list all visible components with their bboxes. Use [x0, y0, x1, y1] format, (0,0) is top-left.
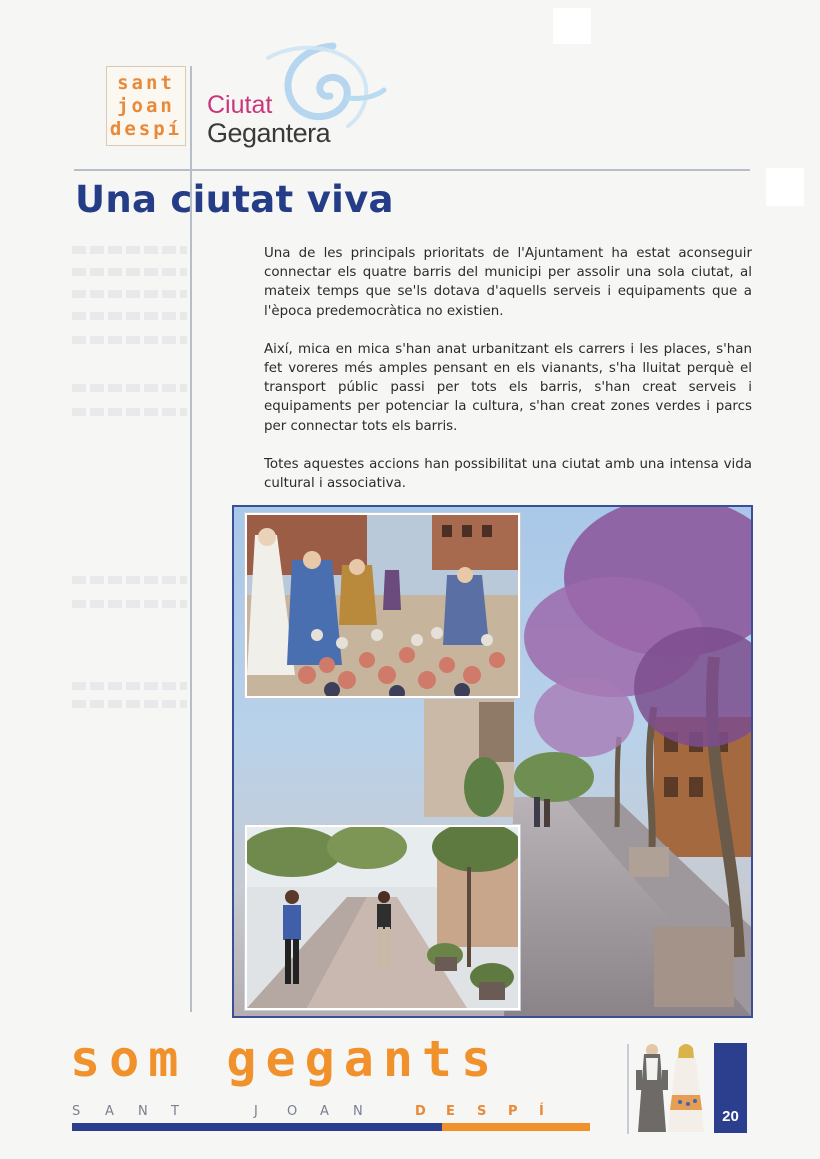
bleed-through-text	[72, 600, 187, 608]
logo-line: joan	[117, 94, 175, 117]
sant-joan-despi-logo	[106, 66, 186, 146]
logo-line: sant	[117, 71, 175, 94]
wordmark-letter: Í	[539, 1104, 544, 1119]
wordmark-letter: N	[353, 1104, 363, 1119]
sant-joan-despi-wordmark	[72, 1104, 592, 1119]
wordmark-space	[204, 1104, 254, 1119]
bleed-through-text	[72, 576, 187, 584]
giants-figures-icon	[632, 1040, 708, 1136]
footer-bar-orange	[442, 1123, 590, 1131]
bleed-through-text	[72, 336, 187, 344]
wordmark-letter: T	[171, 1104, 179, 1119]
ciutat-gegantera-logo-bottom: Gegantera	[207, 118, 331, 148]
footer-bar-blue	[72, 1123, 442, 1131]
pedestrian-street-photo	[245, 825, 520, 1010]
ciutat-gegantera-logo-top: Ciutat	[207, 91, 273, 119]
footer-brand: som gegants	[70, 1030, 501, 1088]
header-divider	[74, 169, 750, 171]
paragraph: Així, mica en mica s'han anat urbanitzant els carrers i les places, s'han fet voreres més amples pensant en els vianants, s'ha lluitat perquè el transport públic passi per tots els barris, s'han creat serveis i equipaments per potenciar la cultura, s'han creat zones verdes i parcs per connectar tots els barris.	[264, 341, 752, 434]
wordmark-letter: P	[508, 1104, 518, 1119]
bleed-through-text	[72, 290, 187, 298]
wordmark-letter: S	[477, 1104, 487, 1119]
wordmark-letter: A	[320, 1104, 329, 1119]
bleed-through-text	[72, 408, 187, 416]
bleed-through-text	[72, 312, 187, 320]
bleed-through-text	[72, 682, 187, 690]
paragraph: Totes aquestes accions han possibilitat una ciutat amb una intensa vida cultural i associativa.	[264, 456, 752, 492]
logo-line: despí	[109, 117, 183, 140]
scan-artifact	[766, 168, 804, 206]
giants-festival-photo	[245, 513, 520, 698]
bleed-through-text	[72, 246, 187, 254]
wordmark-letter: A	[105, 1104, 114, 1119]
article-body	[264, 244, 752, 512]
bleed-through-text	[72, 384, 187, 392]
paragraph: Una de les principals prioritats de l'Ajuntament ha estat aconseguir connectar els quatre barris del municipi per assolir una sola ciutat, al mateix temps que se'ls dotava d'aquells serveis i equipaments que a l'època predemocràtica no existien.	[264, 246, 752, 319]
wordmark-letter: O	[287, 1104, 298, 1119]
wordmark-letter: E	[446, 1104, 455, 1119]
wordmark-letter: D	[415, 1104, 426, 1119]
wordmark-letter: N	[138, 1104, 148, 1119]
photo-collage	[232, 505, 753, 1018]
page-title: Una ciutat viva	[75, 178, 394, 221]
wordmark-letter: S	[72, 1104, 81, 1119]
footer-divider	[627, 1044, 629, 1134]
bleed-through-text	[72, 700, 187, 708]
wordmark-letter: J	[254, 1104, 258, 1119]
page-number: 20	[722, 1108, 739, 1125]
scan-artifact	[553, 8, 591, 44]
bleed-through-text	[72, 268, 187, 276]
